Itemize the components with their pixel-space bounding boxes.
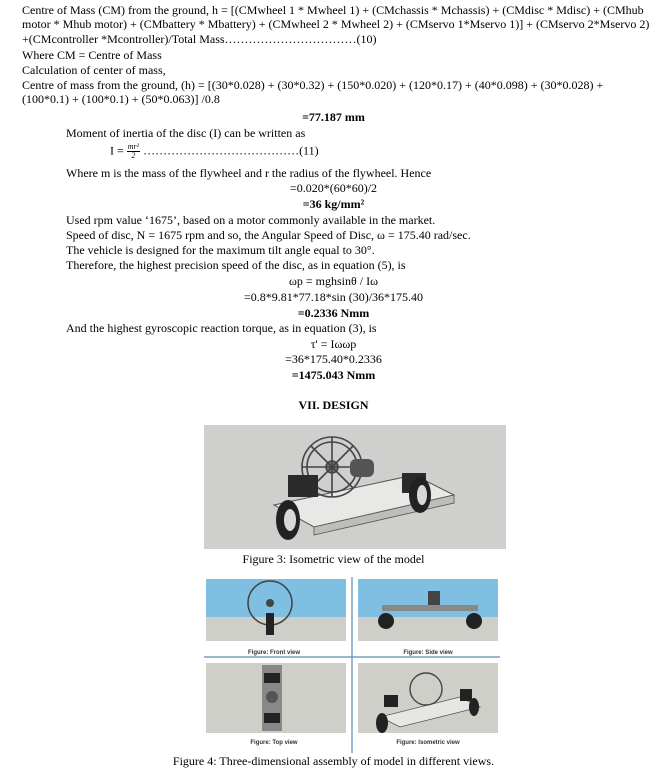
- moi-tail: …………………………………(11): [143, 143, 319, 158]
- eq-wp-values: =0.8*9.81*77.18*sin (30)/36*175.40: [243, 290, 424, 304]
- moi-numerator: mr²: [127, 142, 140, 151]
- torque-line: And the highest gyroscopic reaction torque, as in equation (3), is: [66, 321, 377, 335]
- rpm-line: Used rpm value ‘1675’, based on a motor commonly available in the market.: [66, 213, 436, 227]
- result-wp: =0.2336 Nmm: [297, 306, 370, 320]
- moi-fraction: [127, 143, 140, 160]
- precision-line: Therefore, the highest precision speed of the disc, as in equation (5), is: [66, 258, 406, 272]
- moi-equation: [110, 143, 510, 160]
- figure-4-caption: Figure 4: Three-dimensional assembly of model in different views.: [172, 754, 495, 768]
- eq-tau: τ' = Iωωp: [310, 337, 357, 351]
- subcaption-top: Figure: Top view: [250, 740, 298, 746]
- result-h: =77.187 mm: [302, 110, 365, 124]
- isometric-model-drawing: [204, 425, 506, 549]
- where-m-line: Where m is the mass of the flywheel and r the radius of the flywheel. Hence: [66, 166, 432, 180]
- subcaption-front: Figure: Front view: [247, 650, 300, 656]
- eq-tau-values: =36*175.40*0.2336: [285, 352, 382, 366]
- eq-i: =0.020*(60*60)/2: [289, 181, 378, 195]
- figure-4-views-grid: [204, 577, 500, 753]
- figure-3-caption: Figure 3: Isometric view of the model: [242, 552, 425, 566]
- tilt-line: The vehicle is designed for the maximum tilt angle equal to 30°.: [66, 243, 375, 257]
- subcaption-side: Figure: Side view: [403, 650, 453, 656]
- four-views-drawing: [204, 577, 500, 753]
- moi-intro: Moment of inertia of the disc (I) can be written as: [66, 126, 306, 140]
- cm-formula-paragraph: Centre of Mass (CM) from the ground, h = [(CMwheel 1 * Mwheel 1) + (CMchassis * Mchassis) + (CMdisc * Mdisc) + (CMhub motor * Mhub motor) + (CMbattery * Mbattery) + (CMwheel 2 * Mwheel 2) + (CMservo 1*Mservo 1)] + (CMservo 2*Mservo 2) +(CMcontroller *Mcontroller)/Total Mass……………………………(10): [22, 3, 650, 46]
- result-tau: =1475.043 Nmm: [291, 368, 376, 382]
- moi-denominator: 2: [131, 151, 136, 160]
- moi-lhs: I =: [110, 143, 124, 158]
- where-cm-line: Where CM = Centre of Mass: [22, 48, 162, 62]
- section-heading: VII. DESIGN: [298, 398, 369, 412]
- eq-wp: ωp = mghsinθ / Iω: [289, 274, 378, 288]
- subcaption-iso: Figure: Isometric view: [396, 740, 460, 746]
- result-i: =36 kg/mm²: [302, 197, 365, 211]
- speed-line: Speed of disc, N = 1675 rpm and so, the Angular Speed of Disc, ω = 175.40 rad/sec.: [66, 228, 471, 242]
- figure-3-isometric-image: [204, 425, 506, 549]
- calc-line: Calculation of center of mass,: [22, 63, 166, 77]
- cm-values-paragraph: Centre of mass from the ground, (h) = [(30*0.028) + (30*0.32) + (150*0.020) + (120*0.17) + (40*0.098) + (30*0.028) + (100*0.1) + (100*0.1) + (50*0.063)] /0.8: [22, 78, 604, 107]
